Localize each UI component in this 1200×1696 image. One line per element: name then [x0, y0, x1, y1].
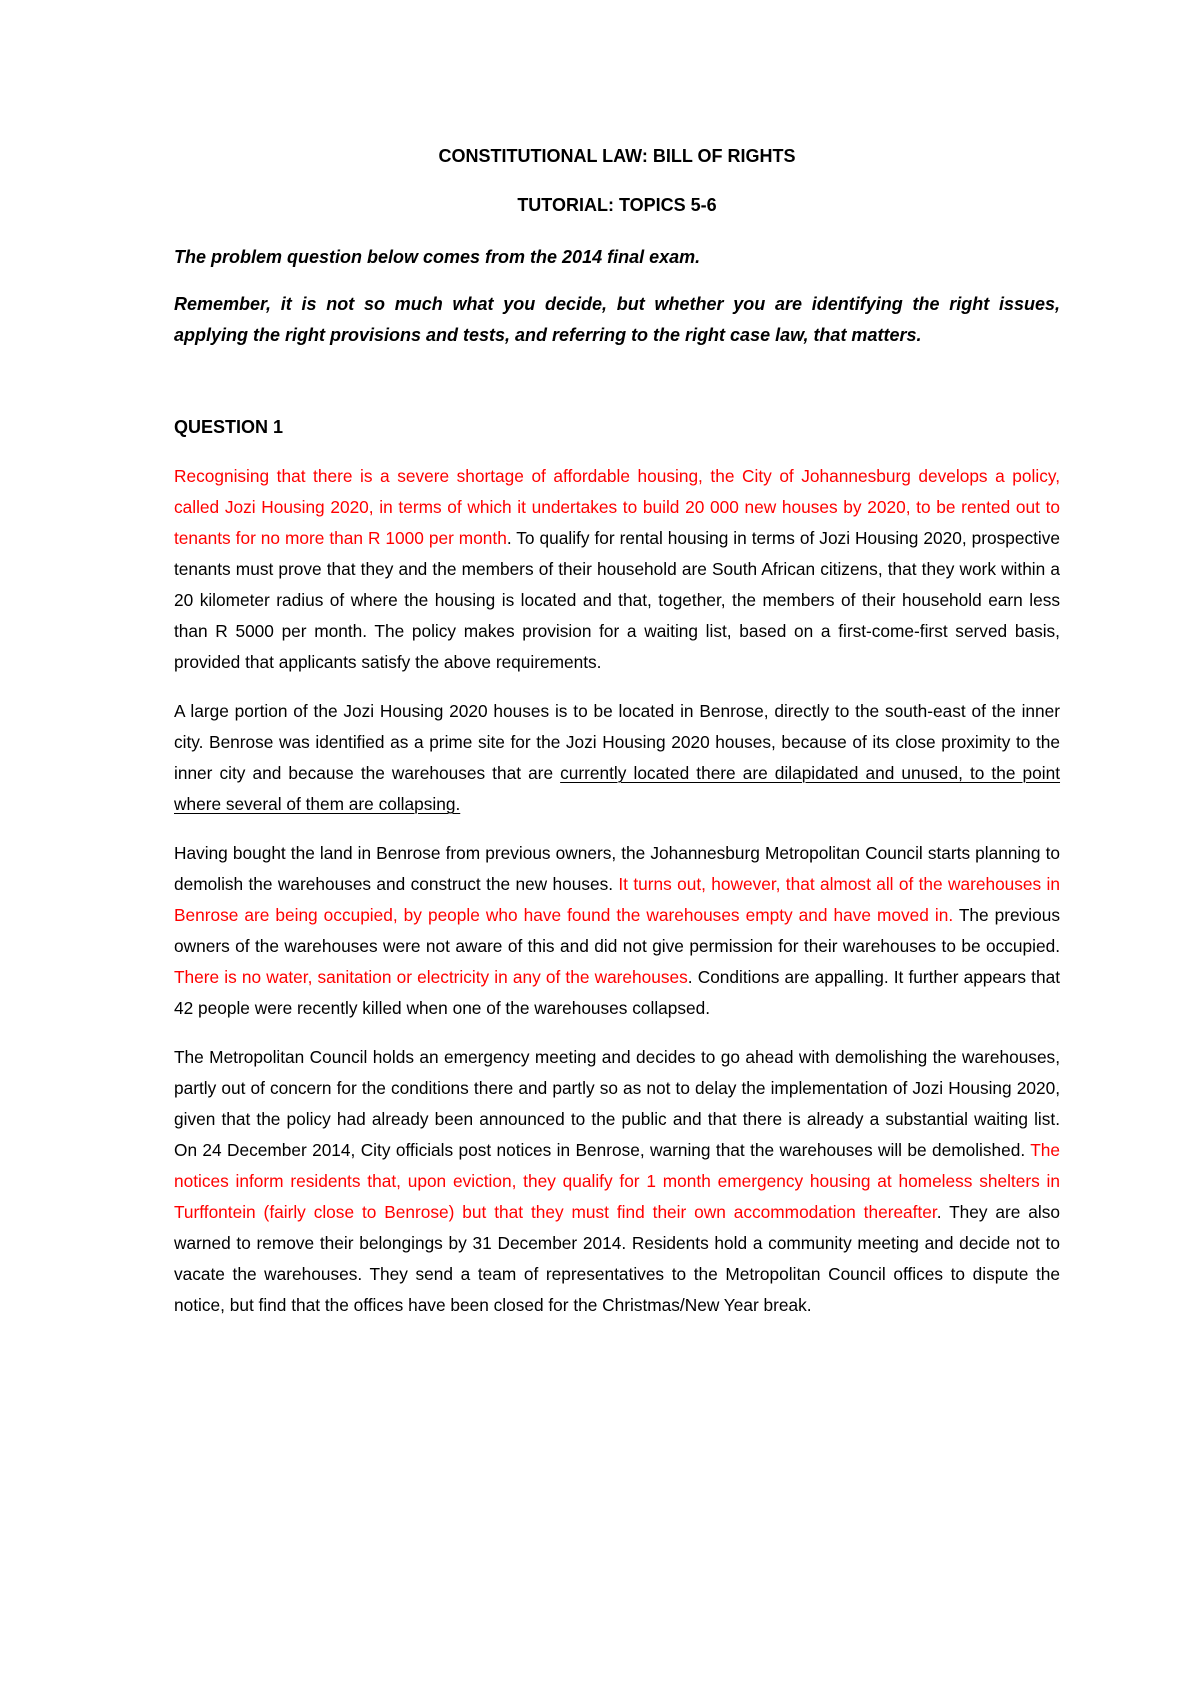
document-body: [174, 144, 1060, 1339]
highlighted-text: Recognising that there is a severe shortage of affordable housing, the City of Johannesburg develops a policy, called Jozi Housing 2020, in terms of which it undertakes to build 20 000 new houses by 2020, to be rented out to tenants for no more than R 1000 per month: [174, 466, 1060, 548]
body-text: The previous owners of the warehouses were not aware of this and did not give permission for their warehouses to be occupied.: [174, 905, 1060, 956]
body-text: Having bought the land in Benrose from previous owners, the Johannesburg Metropolitan Council starts planning to demolish the warehouses and construct the new houses.: [174, 843, 1060, 894]
underlined-text: currently located there are dilapidated and unused, to the point where several of them are collapsing.: [174, 763, 1061, 814]
highlighted-text: The notices inform residents that, upon eviction, they qualify for 1 month emergency housing at homeless shelters in Turffontein (fairly close to Benrose) but that they must find their own accommodation thereafter: [174, 1140, 1060, 1222]
intro-note: The problem question below comes from the 2014 final exam.: [174, 247, 701, 267]
paragraph-benrose: [174, 696, 1060, 820]
highlighted-text: It turns out, however, that almost all of the warehouses in Benrose are being occupied, by people who have found the warehouses empty and have moved in.: [174, 874, 1060, 925]
intro-reminder: Remember, it is not so much what you decide, but whether you are identifying the right issues, applying the right provisions and tests, and referring to the right case law, that matters.: [174, 294, 1060, 345]
paragraph-occupation: [174, 838, 1060, 1024]
document-title: CONSTITUTIONAL LAW: BILL OF RIGHTS: [438, 146, 796, 166]
document-subtitle: TUTORIAL: TOPICS 5-6: [517, 195, 717, 215]
body-text: . They are also warned to remove their belongings by 31 December 2014. Residents hold a community meeting and decide not to vacate the warehouses. They send a team of representatives to the Metropolitan Council offices to dispute the notice, but find that the offices have been closed for the Christmas/New Year break.: [174, 1202, 1060, 1315]
body-text: A large portion of the Jozi Housing 2020 houses is to be located in Benrose, directly to the south-east of the inner city. Benrose was identified as a prime site for the Jozi Housing 2020 houses, because of its close proximity to the inner city and because the warehouses that are: [174, 701, 1060, 783]
body-text: The Metropolitan Council holds an emergency meeting and decides to go ahead with demolishing the warehouses, partly out of concern for the conditions there and partly so as not to delay the implementation of Jozi Housing 2020, given that the policy had already been announced to the public and that there is already a substantial waiting list. On 24 December 2014, City officials post notices in Benrose, warning that the warehouses will be demolished.: [174, 1047, 1060, 1160]
body-text: . Conditions are appalling. It further appears that 42 people were recently killed when one of the warehouses collapsed.: [174, 967, 1060, 1018]
body-text: . To qualify for rental housing in terms of Jozi Housing 2020, prospective tenants must prove that they and the members of their household are South African citizens, that they work within a 20 kilometer radius of where the housing is located and that, together, the members of their household earn less than R 5000 per month. The policy makes provision for a waiting list, based on a first-come-first served basis, provided that applicants satisfy the above requirements.: [174, 528, 1060, 672]
highlighted-text: There is no water, sanitation or electricity in any of the warehouses: [174, 967, 688, 987]
paragraph-council-decision: [174, 1042, 1060, 1321]
paragraph-policy: [174, 461, 1060, 678]
question-title: QUESTION 1: [174, 417, 284, 437]
